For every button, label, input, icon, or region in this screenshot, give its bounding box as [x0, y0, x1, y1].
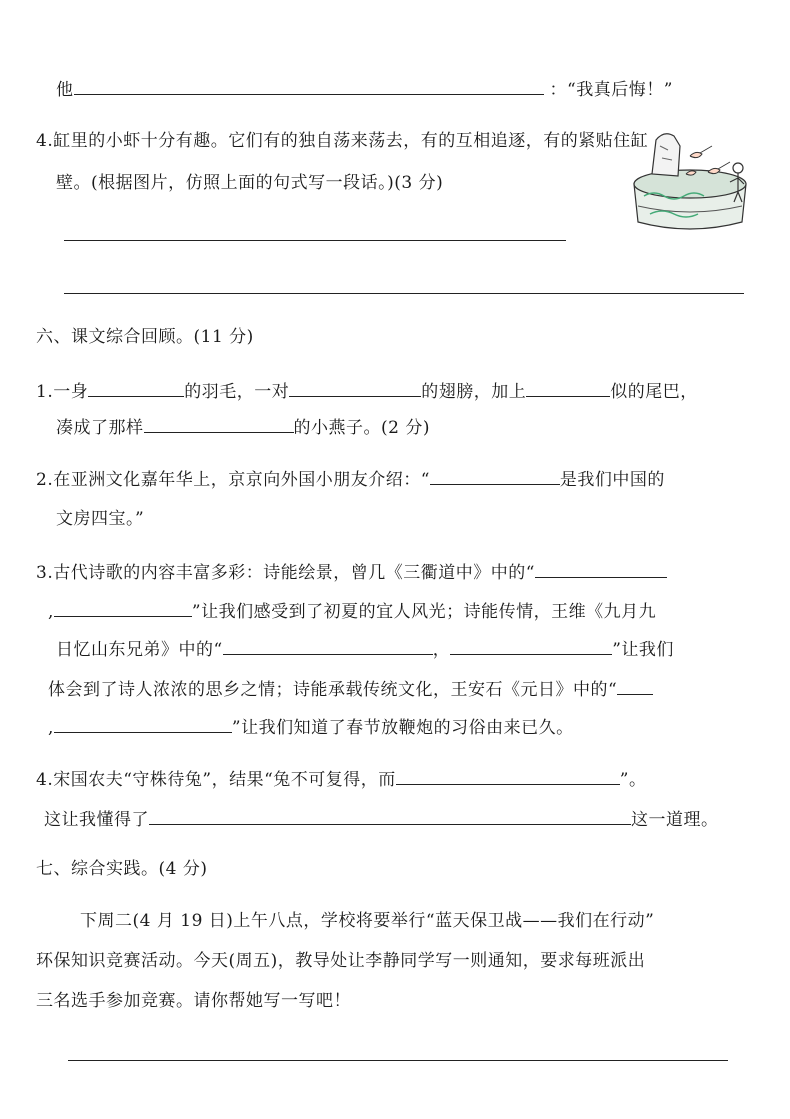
- s6-q3-line1: [36, 561, 667, 584]
- answer-blank[interactable]: [144, 416, 294, 433]
- s6-q4-line2: [44, 808, 719, 831]
- answer-line-2[interactable]: [64, 293, 744, 294]
- answer-blank[interactable]: [88, 380, 184, 397]
- s6-q1-line2: [56, 416, 430, 439]
- s6-q1-text: 的小燕子。(2 分): [293, 418, 430, 438]
- answer-line-1[interactable]: [64, 240, 566, 241]
- answer-blank[interactable]: [535, 561, 667, 578]
- answer-blank[interactable]: [54, 716, 232, 733]
- s6-q4-text: 这让我懂得了: [44, 810, 149, 830]
- s6-q4-text: 4.宋国农夫“守株待兔”，结果“兔不可复得，而: [36, 770, 396, 790]
- answer-blank[interactable]: [54, 600, 192, 617]
- answer-blank[interactable]: [223, 638, 433, 655]
- answer-blank[interactable]: [617, 678, 653, 695]
- s6-q1-line1: [36, 380, 698, 403]
- s6-q1-text: 凑成了那样: [56, 418, 144, 438]
- s6-q3-line5: [48, 716, 574, 739]
- s6-q3-text: ”让我们知道了春节放鞭炮的习俗由来已久。: [231, 718, 574, 738]
- prev-answer-line: [56, 78, 673, 101]
- shrimp-tank-illustration-icon: [630, 126, 752, 238]
- q4a-line2: 壁。(根据图片，仿照上面的句式写一段话。)(3 分): [56, 173, 444, 193]
- answer-blank[interactable]: [396, 768, 620, 785]
- answer-blank[interactable]: [74, 78, 544, 95]
- s6-q1-text: 似的尾巴，: [610, 382, 698, 402]
- s7-para-line3: 三名选手参加竞赛。请你帮她写一写吧！: [36, 991, 351, 1011]
- s6-q3-text: ，: [432, 640, 451, 660]
- s6-q4-text: ”。: [619, 770, 647, 790]
- s7-para-line1: 下周二(4 月 19 日)上午八点，学校将要举行“蓝天保卫战——我们在行动”: [80, 911, 655, 931]
- s6-q1-text: 的翅膀，加上: [421, 382, 527, 402]
- answer-line-3[interactable]: [68, 1060, 728, 1061]
- s6-q3-text: ,: [48, 602, 54, 622]
- s6-q4-line1: [36, 768, 647, 791]
- s6-q3-text: 日忆山东兄弟》中的“: [56, 640, 223, 660]
- s6-q1-text: 的羽毛，一对: [184, 382, 290, 402]
- prev-end-text: ：“我真后悔！”: [549, 80, 673, 100]
- answer-blank[interactable]: [430, 468, 560, 485]
- answer-blank[interactable]: [526, 380, 610, 397]
- prev-start-text: 他: [56, 80, 74, 100]
- q4a-line1: 4.缸里的小虾十分有趣。它们有的独自荡来荡去，有的互相追逐，有的紧贴住缸: [36, 131, 649, 151]
- section6-heading: 六、课文综合回顾。(11 分): [36, 327, 254, 347]
- s6-q2-text: 2.在亚洲文化嘉年华上，京京向外国小朋友介绍：“: [36, 470, 430, 490]
- s6-q3-text: ,: [48, 718, 54, 738]
- s6-q1-text: 1.一身: [36, 382, 89, 402]
- s6-q2-text: 是我们中国的: [559, 470, 665, 490]
- section7-heading: 七、综合实践。(4 分): [36, 859, 208, 879]
- s6-q2-line1: [36, 468, 665, 491]
- answer-blank[interactable]: [289, 380, 421, 397]
- s7-para-line2: 环保知识竞赛活动。今天(周五)，教导处让李静同学写一则通知，要求每班派出: [36, 951, 646, 971]
- s6-q3-text: ”让我们感受到了初夏的宜人风光；诗能传情，王维《九月九: [191, 602, 657, 622]
- answer-blank[interactable]: [149, 808, 631, 825]
- s6-q4-text: 这一道理。: [631, 810, 719, 830]
- answer-blank[interactable]: [450, 638, 612, 655]
- s6-q3-line4: [48, 678, 653, 701]
- s6-q2-line2: 文房四宝。”: [56, 509, 145, 529]
- s6-q3-text: 体会到了诗人浓浓的思乡之情；诗能承载传统文化，王安石《元日》中的“: [48, 680, 618, 700]
- s6-q3-line2: [48, 600, 656, 623]
- s6-q3-text: 3.古代诗歌的内容丰富多彩：诗能绘景，曾几《三衢道中》中的“: [36, 563, 535, 583]
- s6-q3-line3: [56, 638, 674, 661]
- s6-q3-text: ”让我们: [612, 640, 674, 660]
